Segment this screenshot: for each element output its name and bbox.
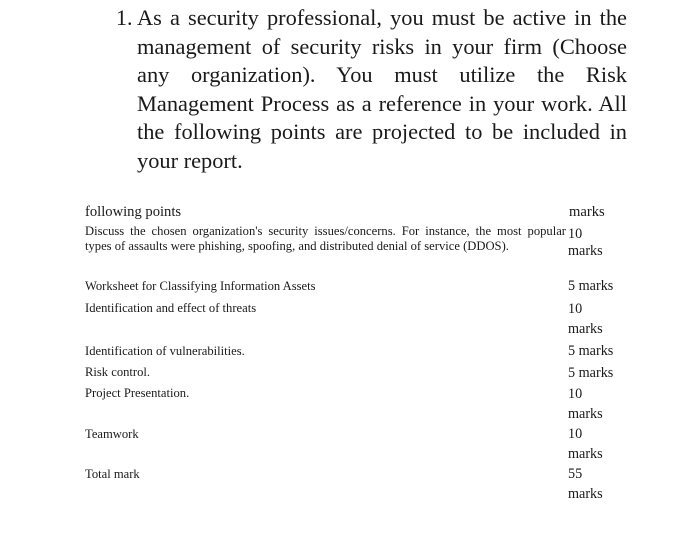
row-marks-unit: marks (568, 321, 603, 337)
row-marks (568, 299, 603, 339)
row-marks: 5 marks (568, 365, 614, 381)
header-marks: marks (569, 204, 605, 220)
header-points: following points (85, 204, 182, 220)
row-marks-value: 10 (568, 301, 583, 317)
row-item: Identification and effect of threats (85, 301, 257, 315)
row-item: Discuss the chosen organization's security issues/concerns. For instance, the most popular types of assaults were phishing, spoofing, and distributed denial of service (DDOS). (85, 224, 566, 253)
row-marks-unit: marks (568, 406, 603, 422)
row-marks-unit: marks (568, 243, 603, 259)
row-marks (568, 384, 603, 424)
row-marks-value: 55 (568, 466, 583, 482)
row-marks (568, 464, 603, 504)
row-item: Identification of vulnerabilities. (85, 344, 245, 358)
row-item: Teamwork (85, 427, 139, 441)
row-item: Project Presentation. (85, 386, 190, 400)
row-item: Total mark (85, 467, 140, 481)
row-marks-unit: marks (568, 486, 603, 502)
row-item: Risk control. (85, 365, 151, 379)
row-marks (568, 226, 603, 260)
row-marks: 5 marks (568, 278, 614, 294)
row-marks: 5 marks (568, 343, 614, 359)
row-marks (568, 424, 603, 464)
question-number: 1. (116, 5, 133, 30)
row-marks-value: 10 (568, 426, 583, 442)
row-item: Worksheet for Classifying Information Assets (85, 279, 316, 293)
question-text: As a security professional, you must be active in the management of security risks in your firm (Choose any organization). You must utilize the Risk Management Process as a reference in your work. All the following points are projected to be included in your report. (137, 5, 627, 173)
row-marks-unit: marks (568, 446, 603, 462)
row-marks-value: 10 (568, 386, 583, 402)
row-marks-value: 10 (568, 226, 583, 242)
